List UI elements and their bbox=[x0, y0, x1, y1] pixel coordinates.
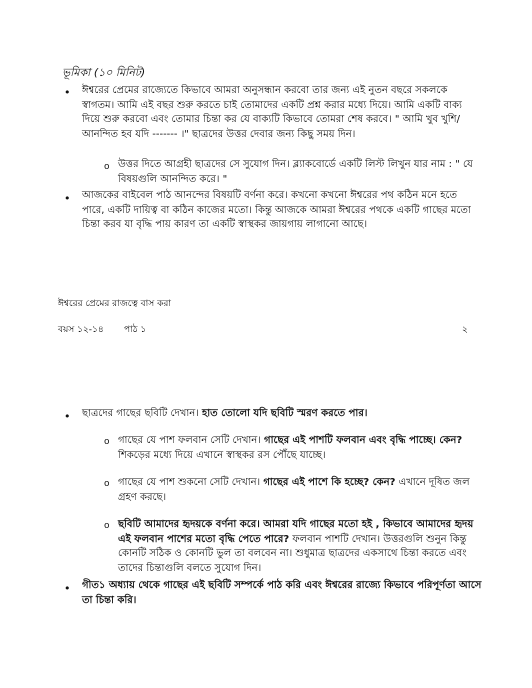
fruitful-side-point bbox=[118, 434, 488, 463]
bullet-dot-icon: • bbox=[64, 582, 71, 595]
section-heading: ভূমিকা (১০ মিনিট) bbox=[62, 66, 146, 79]
intro-subpoint: উত্তর দিতে আগ্রহী ছাত্রদের সে সুযোগ দিন। ব্ল্যাকবোর্ডে একটি লিস্ট লিখুন যার নাম : " যে বিষয়গুলি আনন্দিত করে। " bbox=[118, 159, 473, 185]
sub-bullet-circle-icon: o bbox=[104, 162, 110, 172]
picture-instruction-plain: ছাত্রদের গাছের ছবিটি দেখান। bbox=[82, 408, 199, 419]
heart-picture-bold: ছবিটি আমাদের হৃদয়কে বর্ণনা করে। আমরা যদি গাছের মতো হই , কিভাবে আমাদের হৃদয় এই ফলবান পাশের মতো বৃদ্ধি পেতে পারে? bbox=[118, 519, 474, 545]
heart-picture-point bbox=[118, 518, 488, 576]
dry-side-tail: এখানে দূষিত জল গ্রহণ করছে। bbox=[118, 477, 470, 503]
psalm-reading: গীত১ অধ্যায় থেকে গাছের এই ছবিটি সম্পর্কে পাঠ করি এবং ঈশ্বরের রাজ্যে কিভাবে পরিপূর্ণতা আসে তা চিন্তা করি। bbox=[82, 580, 482, 606]
bullet-dot-icon: • bbox=[64, 86, 71, 99]
fruitful-side-bold: গাছের এই পাশটি ফলবান এবং বৃদ্ধি পাচ্ছে। কেন? bbox=[264, 435, 463, 446]
bullet-dot-icon: • bbox=[64, 192, 71, 205]
sub-bullet-circle-icon: o bbox=[104, 479, 110, 489]
page-number: ২ bbox=[462, 325, 468, 335]
intro-paragraph-1: ঈশ্বরের প্রেমের রাজ্যেতে কিভাবে আমরা অনুসন্ধান করবো তার জন্য এই নুতন বছরে সকলকে স্বাগতম। আমি এই বছর শুরু করতে চাই তোমাদের একটি প্রশ্ন করার মধ্যে দিয়ে। আমি একটি বাক্য দিয়ে শুরু করবো এবং তোমার চিন্তা কর যে বাক্যটি কিভাবে তোমরা শেষ করবে। " আমি খুব খুশি/আনন্দিত হব যদি ------- ।" ছাত্রদের উত্তর দেবার জন্য কিছু সময় দিন। bbox=[82, 85, 462, 140]
heart-picture-tail: ফলবান পাশটি দেখান। উত্তরগুলি শুনুন কিন্তু কোনটি সঠিক ও কোনটি ভুল তা বলবেন না। শুধুমাত্র ছাত্রদের একসাথে চিন্তা করতে এবং তাদের চিন্তাগুলি বলতে সুযোগ দিন। bbox=[118, 533, 467, 574]
sub-bullet-circle-icon: o bbox=[104, 521, 110, 531]
intro-paragraph-2: আজকের বাইবেল পাঠ আনন্দের বিষয়টি বর্ণনা করে। কখনো কখনো ঈশ্বরের পথ কঠিন মনে হতে পারে, একটি দায়িত্ব বা কঠিন কাজের মতো। কিন্তু আজকে আমরা ঈশ্বরের পথকে একটি গাছের মতো চিন্তা করব যা বৃদ্ধি পায় কারণ তা একটি স্বাস্থকর জায়গায় লাগানো আছে। bbox=[82, 190, 471, 230]
picture-instruction-bold: হাত তোলো যদি ছবিটি স্মরণ করতে পার। bbox=[201, 408, 368, 419]
dry-side-point bbox=[118, 476, 488, 505]
fruitful-side-tail: শিকড়ের মধ্যে দিয়ে এখানে স্বাস্থকর রস পৌঁছে যাচ্ছে। bbox=[118, 449, 326, 461]
dry-side-bold: গাছের এই পাশে কি হচ্ছে? কেন? bbox=[263, 477, 396, 488]
picture-instruction bbox=[82, 407, 482, 422]
sub-bullet-circle-icon: o bbox=[104, 437, 110, 447]
dry-side-plain: গাছের যে পাশ শুকনো সেটি দেখান। bbox=[118, 477, 261, 488]
footer-lesson: পাঠ ১ bbox=[124, 325, 147, 335]
footer-title: ঈশ্বরের প্রেমের রাজত্বে বাস করা bbox=[58, 299, 171, 309]
bullet-dot-icon: • bbox=[64, 410, 71, 423]
footer-age: বয়স ১২-১৪ bbox=[58, 325, 104, 335]
fruitful-side-plain: গাছের যে পাশ ফলবান সেটি দেখান। bbox=[118, 435, 261, 446]
